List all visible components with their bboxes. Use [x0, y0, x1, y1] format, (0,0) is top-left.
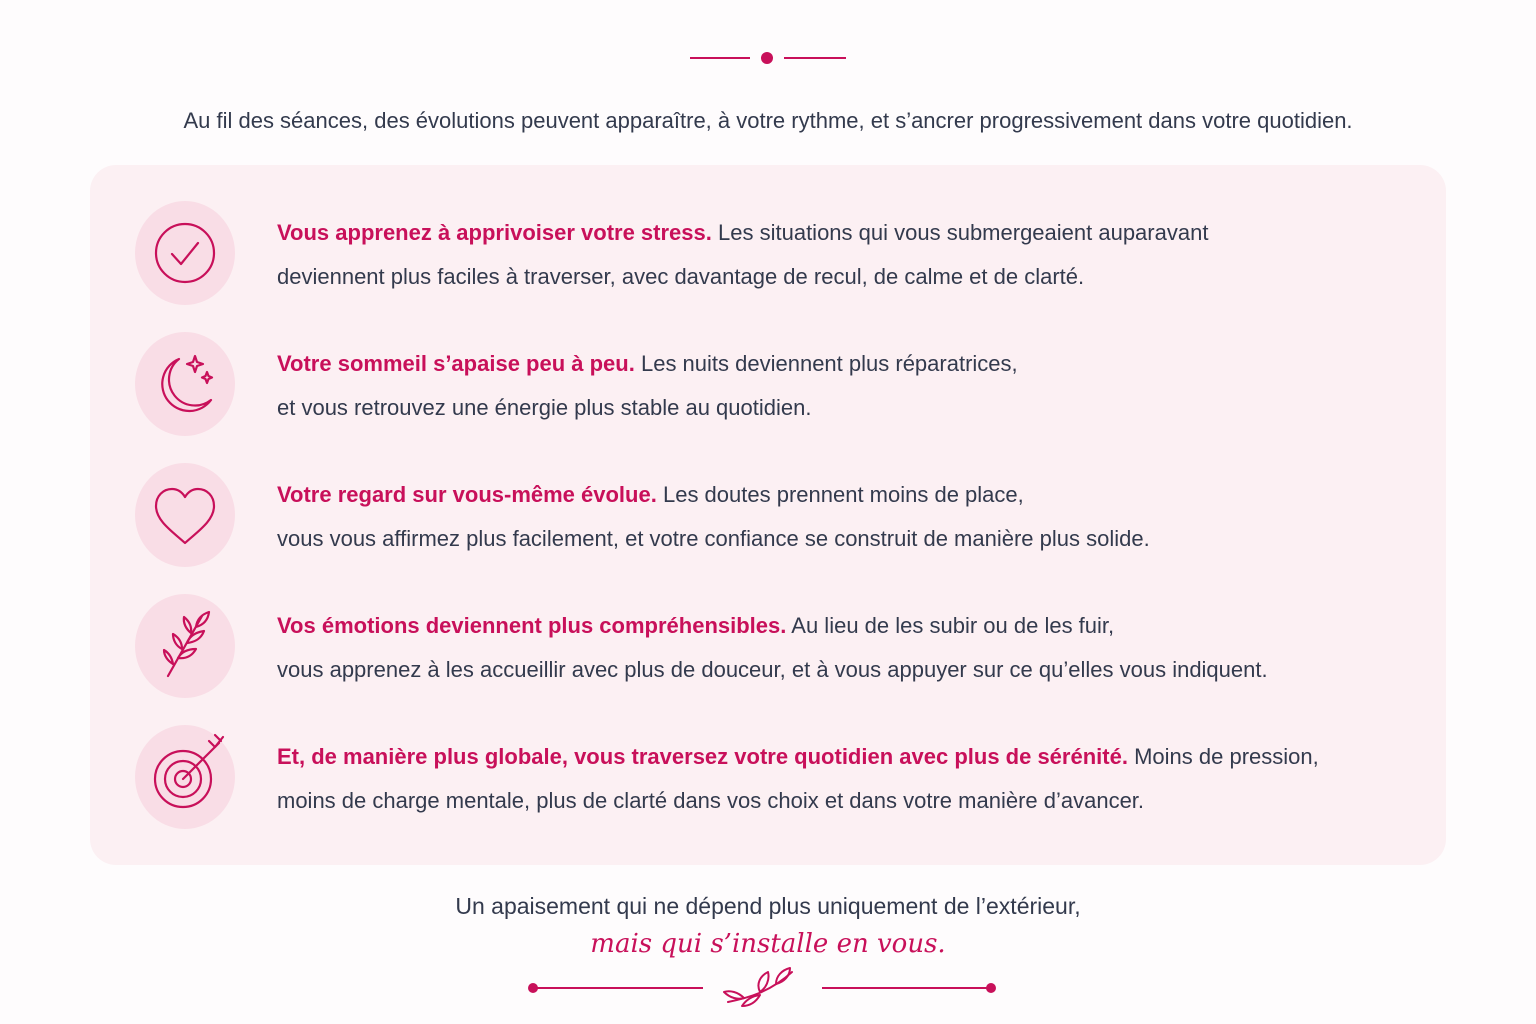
leaf-sprig-icon — [724, 968, 792, 1006]
benefit-rest: Les situations qui vous submergeaient auparavant — [718, 220, 1209, 245]
bottom-divider — [0, 964, 1536, 1014]
benefit-rest: moins de charge mentale, plus de clarté dans vos choix et dans votre manière d’avancer. — [277, 788, 1145, 813]
benefit-item — [90, 332, 1446, 442]
moon-stars-icon — [135, 332, 235, 436]
benefit-item — [90, 201, 1446, 311]
heart-icon — [135, 463, 235, 567]
closing-line: Un apaisement qui ne dépend plus uniquement de l’extérieur, — [455, 893, 1081, 919]
benefit-lead: Vos émotions deviennent plus compréhensibles. — [277, 613, 787, 638]
benefits-card — [90, 165, 1446, 865]
benefit-lead: Et, de manière plus globale, vous traversez votre quotidien avec plus de sérénité. — [277, 744, 1128, 769]
closing-script-line: mais qui s’installe en vous. — [590, 929, 946, 959]
intro-text: Au fil des séances, des évolutions peuvent apparaître, à votre rythme, et s’ancrer progressivement dans votre quotidien. — [183, 108, 1353, 133]
check-circle-icon — [135, 201, 235, 305]
benefit-lead: Vous apprenez à apprivoiser votre stress. — [277, 220, 712, 245]
benefit-rest: et vous retrouvez une énergie plus stable au quotidien. — [277, 395, 812, 420]
benefit-text — [277, 735, 1437, 823]
benefit-rest: deviennent plus faciles à traverser, avec davantage de recul, de calme et de clarté. — [277, 264, 1085, 289]
benefit-rest: Moins de pression, — [1134, 744, 1319, 769]
benefit-lead: Votre regard sur vous-même évolue. — [277, 482, 657, 507]
benefit-text — [277, 473, 1437, 561]
benefit-rest: Au lieu de les subir ou de les fuir, — [791, 613, 1115, 638]
benefit-rest: Les nuits deviennent plus réparatrices, — [640, 351, 1018, 376]
benefit-rest: vous vous affirmez plus facilement, et votre confiance se construit de manière plus solide. — [277, 526, 1150, 551]
benefit-rest: Les doutes prennent moins de place, — [662, 482, 1024, 507]
leaf-branch-icon — [135, 594, 235, 698]
target-arrow-icon — [135, 725, 235, 829]
top-divider — [0, 46, 1536, 70]
benefit-item — [90, 463, 1446, 573]
benefit-text — [277, 342, 1437, 430]
benefit-text — [277, 604, 1437, 692]
benefit-item — [90, 725, 1446, 835]
benefit-item — [90, 594, 1446, 704]
benefit-lead: Votre sommeil s’apaise peu à peu. — [277, 351, 635, 376]
benefit-rest: vous apprenez à les accueillir avec plus de douceur, et à vous appuyer sur ce qu’elles vous indiquent. — [277, 657, 1268, 682]
benefit-text — [277, 211, 1437, 299]
